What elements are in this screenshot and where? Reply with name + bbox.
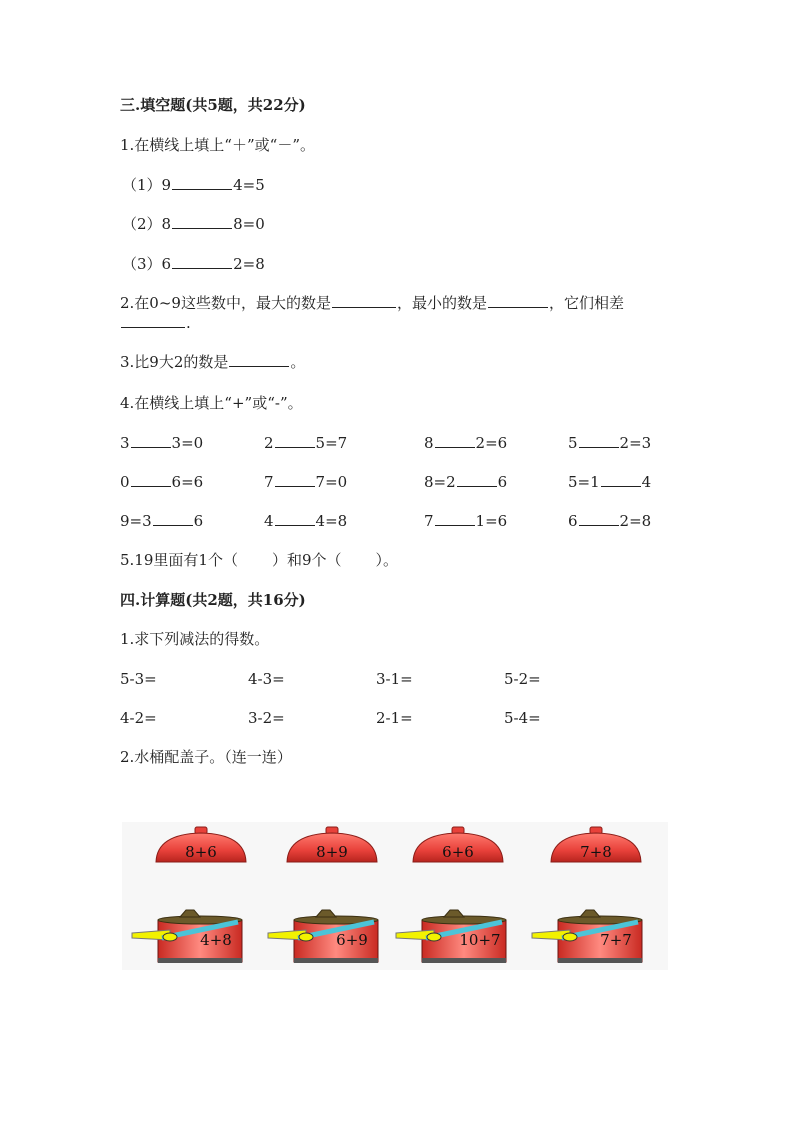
bucket-base xyxy=(158,958,242,963)
calc-item[interactable]: 5-3= xyxy=(120,670,157,688)
q4-cell-left: 4 xyxy=(264,512,274,530)
q4-cell xyxy=(424,436,507,451)
lid-label: 8+6 xyxy=(185,843,217,861)
q4-cell-right: 6 xyxy=(193,512,204,530)
q4-cell-right: 5=7 xyxy=(315,434,348,452)
bucket-base xyxy=(294,958,378,963)
q4-cell-left: 5 xyxy=(568,434,578,452)
bucket-hub xyxy=(299,933,313,941)
lid-label: 6+6 xyxy=(442,843,474,861)
q4-cell-right: 4 xyxy=(641,473,652,491)
q4-cell-left: 6 xyxy=(568,512,578,530)
calc-item[interactable]: 5-2= xyxy=(504,670,541,688)
answer-blank[interactable] xyxy=(172,227,232,229)
answer-blank[interactable] xyxy=(332,306,396,308)
q4-prompt: 4.在横线上填上“+”或“-”。 xyxy=(120,394,303,412)
answer-blank[interactable] xyxy=(229,365,289,367)
q1-prompt: 1.在横线上填上“＋”或“－”。 xyxy=(120,136,315,154)
q4-cell-left: 0 xyxy=(120,473,130,491)
q2-part3: ，它们相差 xyxy=(548,294,624,312)
answer-blank[interactable] xyxy=(172,267,232,269)
q4-cell xyxy=(424,475,507,490)
calc-item[interactable]: 3-1= xyxy=(376,670,413,688)
bucket-label: 6+9 xyxy=(336,931,368,949)
q4-cell-right: 6=6 xyxy=(171,473,204,491)
q3-part1: 3.比9大2的数是 xyxy=(120,353,229,371)
q2-line1 xyxy=(120,296,624,311)
q4-cell-right: 6 xyxy=(497,473,508,491)
q4-cell-right: 2=8 xyxy=(619,512,652,530)
q2-line2 xyxy=(120,316,191,331)
section4-title: 四.计算题(共2题，共16分) xyxy=(120,591,306,609)
q1-item-2 xyxy=(122,217,265,232)
answer-blank[interactable] xyxy=(275,485,315,487)
calc-prompt: 1.求下列减法的得数。 xyxy=(120,630,270,648)
q3-part2: 。 xyxy=(290,353,306,371)
bucket-base xyxy=(558,958,642,963)
answer-blank[interactable] xyxy=(579,524,619,526)
bucket-hub xyxy=(427,933,441,941)
q4-cell xyxy=(264,475,347,490)
q4-cell xyxy=(264,514,347,529)
q4-cell-left: 3 xyxy=(120,434,130,452)
q4-cell-left: 5=1 xyxy=(568,473,600,491)
q4-cell xyxy=(424,514,507,529)
q4-cell-right: 3=0 xyxy=(171,434,204,452)
calc-item[interactable]: 3-2= xyxy=(248,709,285,727)
bucket-hub xyxy=(163,933,177,941)
section3-title: 三.填空题(共5题，共22分) xyxy=(120,96,306,114)
q4-cell-left: 9=3 xyxy=(120,512,152,530)
match-prompt: 2.水桶配盖子。（连一连） xyxy=(120,748,292,766)
answer-blank[interactable] xyxy=(457,485,497,487)
q4-cell xyxy=(120,475,203,490)
answer-blank[interactable] xyxy=(275,446,315,448)
q1-item-rest: 4=5 xyxy=(233,176,265,194)
q4-cell-left: 7 xyxy=(264,473,274,491)
bucket-lid-matching-picture xyxy=(122,822,668,970)
q1-item-rest: 2=8 xyxy=(233,255,265,273)
q2-part4: . xyxy=(186,314,191,332)
q4-cell xyxy=(120,514,203,529)
answer-blank[interactable] xyxy=(275,524,315,526)
lid-label: 7+8 xyxy=(580,843,612,861)
bucket-label: 7+7 xyxy=(600,931,632,949)
q4-cell-left: 8=2 xyxy=(424,473,456,491)
q4-cell-right: 4=8 xyxy=(315,512,348,530)
q4-cell xyxy=(568,436,651,451)
answer-blank[interactable] xyxy=(172,188,232,190)
q3 xyxy=(120,355,305,370)
answer-blank[interactable] xyxy=(131,485,171,487)
bucket-base xyxy=(422,958,506,963)
answer-blank[interactable] xyxy=(579,446,619,448)
q1-item-3 xyxy=(122,257,265,272)
calc-item[interactable]: 5-4= xyxy=(504,709,541,727)
q5-part3: ）。 xyxy=(375,551,399,569)
answer-blank[interactable] xyxy=(435,446,475,448)
answer-blank[interactable] xyxy=(435,524,475,526)
q5 xyxy=(120,553,398,568)
q1-item-1 xyxy=(122,178,265,193)
bucket-hub xyxy=(563,933,577,941)
answer-blank[interactable] xyxy=(488,306,548,308)
q4-cell xyxy=(264,436,347,451)
q2-part1: 2.在0~9这些数中，最大的数是 xyxy=(120,294,331,312)
q4-cell-right: 1=6 xyxy=(475,512,508,530)
q4-cell xyxy=(568,475,651,490)
answer-blank[interactable] xyxy=(121,326,185,328)
calc-item[interactable]: 2-1= xyxy=(376,709,413,727)
calc-item[interactable]: 4-2= xyxy=(120,709,157,727)
q1-item-label: （1）9 xyxy=(122,176,172,194)
q4-cell-right: 7=0 xyxy=(315,473,348,491)
q4-cell-left: 8 xyxy=(424,434,434,452)
answer-blank[interactable] xyxy=(601,485,641,487)
q4-cell xyxy=(568,514,651,529)
q4-cell-left: 7 xyxy=(424,512,434,530)
bucket-label: 10+7 xyxy=(459,931,501,949)
q1-item-rest: 8=0 xyxy=(233,215,265,233)
q1-item-label: （3）6 xyxy=(122,255,172,273)
q4-cell-right: 2=3 xyxy=(619,434,652,452)
lid-label: 8+9 xyxy=(316,843,348,861)
q4-cell xyxy=(120,436,203,451)
q5-part1: 5.19里面有1个（ xyxy=(120,551,238,569)
bucket-label: 4+8 xyxy=(200,931,232,949)
answer-blank[interactable] xyxy=(131,446,171,448)
q1-item-label: （2）8 xyxy=(122,215,172,233)
q5-part2: ）和9个（ xyxy=(271,551,342,569)
answer-blank[interactable] xyxy=(153,524,193,526)
q2-part2: ，最小的数是 xyxy=(396,294,487,312)
q4-cell-right: 2=6 xyxy=(475,434,508,452)
q4-cell-left: 2 xyxy=(264,434,274,452)
calc-item[interactable]: 4-3= xyxy=(248,670,285,688)
